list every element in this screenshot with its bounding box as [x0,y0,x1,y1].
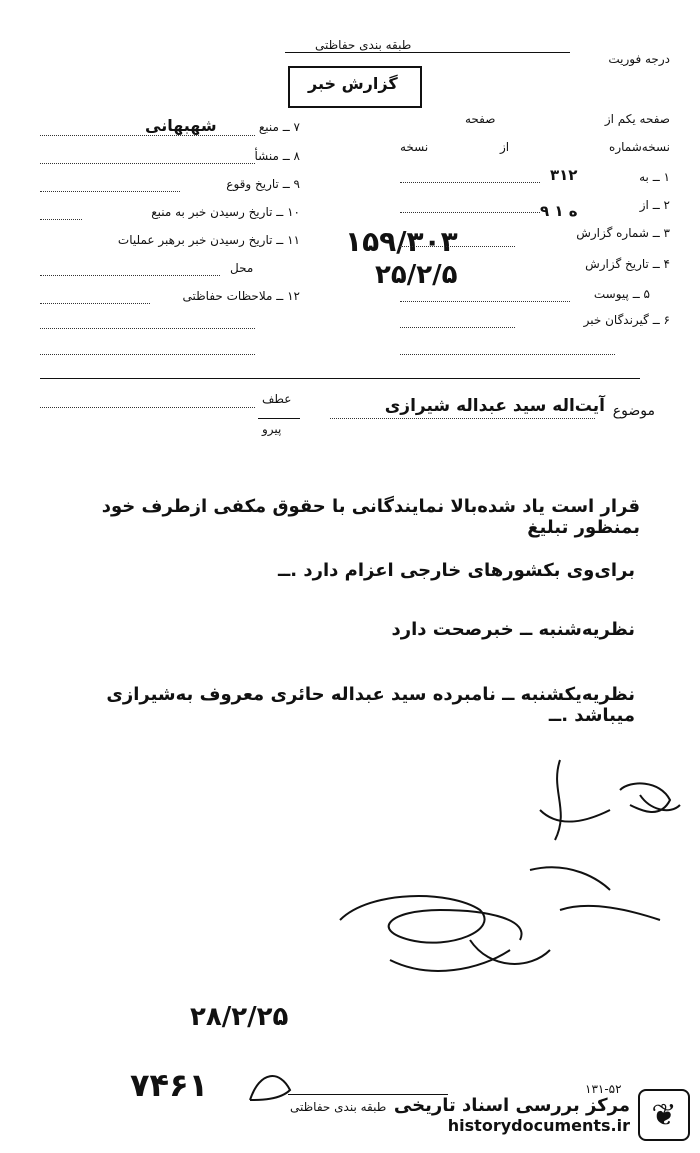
report-stamp-text: گزارش خبر [308,74,398,93]
field-report-number-value: ۱۵۹/۳۰۳ [345,225,458,258]
field-from-label: ۲ ــ از [639,198,670,212]
watermark [394,1089,690,1141]
body-paragraph-2: برای‌وی بکشورهای خارجی اعزام دارد .ــ [277,560,635,581]
field-origin-line [40,163,255,164]
body-paragraph-4: نظریه‌یکشنبه ــ نامبرده سید عبداله حائری معروف به‌شیرازی میباشد .ــ [106,684,635,726]
field-received-source-label: ۱۰ ــ تاریخ رسیدن خبر به منبع [151,205,300,219]
field-report-date-value: ۲۵/۲/۵ [375,260,458,290]
field-report-number-label: ۳ ــ شماره گزارش [576,226,670,240]
field-place-line [40,275,220,276]
footer-code: ۱۳۱-۵۲ [585,1082,622,1096]
field-attachment-label: ۵ ــ پیوست [593,287,650,301]
book-icon: ❦ [638,1089,690,1141]
classification-title: طبقه بندی حفاظتی [315,38,412,52]
body-paragraph-3: نظریه‌شنبه ــ خبرصحت دارد [391,619,635,640]
field-to-line [400,182,540,183]
subject-line [330,418,595,419]
field-report-date-label: ۴ ــ تاریخ گزارش [585,257,670,271]
subject-label: موضوع [612,403,655,419]
follow-up-rule [258,418,300,419]
date-annotation: ۲۸/۲/۲۵ [190,1002,289,1032]
field-to-label: ۱ ــ به [639,170,670,184]
number-annotation: ۷۴۶۱ [130,1066,209,1104]
field-attachment-line [400,301,570,302]
field-recipients-label: ۶ ــ گیرندگان خبر [583,313,670,327]
page-number-label: صفحه یکم از [604,112,670,126]
watermark-url: historydocuments.ir [447,1116,630,1135]
watermark-title: مرکز بررسی اسناد تاریخی [393,1095,630,1116]
copy-number-label: نسخه‌شماره [609,140,670,154]
field-from-value: ۹ ه ۱ [540,202,578,220]
reference-line [40,407,255,408]
reference-label: عطف [262,392,292,406]
field-from-line [400,212,540,213]
subject-value: آیت‌اله سید عبداله شیرازی [384,396,605,416]
field-security-notes-line-1 [40,303,150,304]
field-to-value: ۳۱۲ [550,166,578,184]
field-occurrence-date-line [40,191,180,192]
field-source-label: ۷ ــ منبع [258,120,300,134]
page-number-suffix: صفحه [465,112,496,126]
field-origin-label: ۸ ــ منشأ [254,149,300,163]
follow-up-label: پیرو [262,422,282,436]
footer-classification: طبقه بندی حفاظتی [290,1100,387,1114]
urgency-label: درجه فوریت [608,52,670,66]
field-recipients-line-2 [400,354,615,355]
signature-2 [330,850,690,990]
field-source-value: شهبهانی [145,116,217,135]
field-report-number-line [400,246,515,247]
field-occurrence-date-label: ۹ ــ تاریخ وقوع [226,177,300,191]
copy-number-of: از [500,140,510,154]
field-source-line [40,135,255,136]
signature-1 [520,750,690,850]
header-divider [40,378,640,379]
field-place-label: محل [230,261,254,275]
body-paragraph-1: قرار است یاد شده‌بالا نمایندگانی با حقوق مکفی ازطرف خود بمنظور تبلیغ [101,496,640,538]
field-received-source-line [40,219,82,220]
copy-number-suffix: نسخه [400,140,429,154]
watermark-text [394,1095,630,1135]
field-security-notes-line-2 [40,328,255,329]
top-rule [285,52,570,53]
field-security-notes-line-3 [40,354,255,355]
field-received-leader-label: ۱۱ ــ تاریخ رسیدن خبر برهبر عملیات [117,233,300,247]
field-security-notes-label: ۱۲ ــ ملاحظات حفاظتی [182,289,300,303]
field-recipients-line-1 [400,327,515,328]
